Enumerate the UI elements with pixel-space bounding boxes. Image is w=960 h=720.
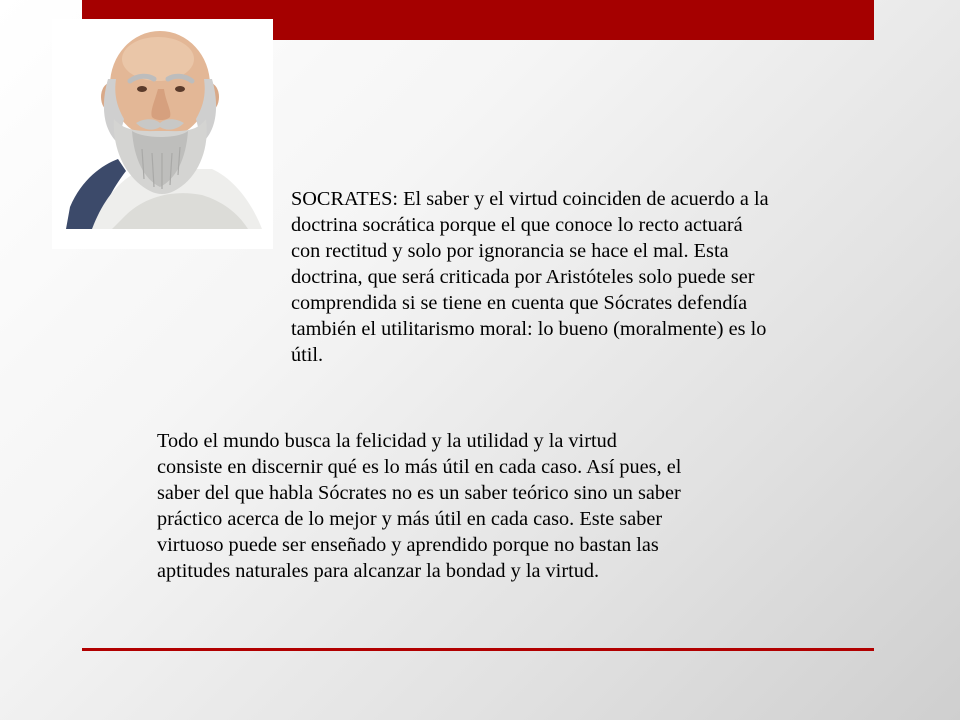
paragraph-line: virtuoso puede ser enseñado y aprendido porque no bastan las (157, 534, 659, 556)
socrates-portrait (52, 19, 273, 249)
bottom-divider (82, 648, 874, 651)
virtue-paragraph (157, 428, 797, 584)
paragraph-line: con rectitud y solo por ignorancia se hace el mal. Esta (291, 240, 729, 262)
paragraph-line: consiste en discernir qué es lo más útil en cada caso. Así pues, el (157, 456, 682, 478)
paragraph-line: práctico acerca de lo mejor y más útil en cada caso. Este saber (157, 508, 663, 530)
paragraph-line: también el utilitarismo moral: lo bueno (moralmente) es lo (291, 318, 767, 340)
paragraph-line: SOCRATES: El saber y el virtud coinciden de acuerdo a la (291, 188, 769, 210)
paragraph-line: saber del que habla Sócrates no es un saber teórico sino un saber (157, 482, 681, 504)
portrait-image (52, 19, 273, 249)
socrates-paragraph (291, 186, 866, 368)
paragraph-line: aptitudes naturales para alcanzar la bondad y la virtud. (157, 560, 600, 582)
paragraph-line: útil. (291, 344, 324, 366)
paragraph-line: doctrina, que será criticada por Aristóteles solo puede ser (291, 266, 755, 288)
paragraph-line: comprendida si se tiene en cuenta que Sócrates defendía (291, 292, 748, 314)
paragraph-line: doctrina socrática porque el que conoce lo recto actuará (291, 214, 743, 236)
paragraph-line: Todo el mundo busca la felicidad y la utilidad y la virtud (157, 430, 617, 452)
